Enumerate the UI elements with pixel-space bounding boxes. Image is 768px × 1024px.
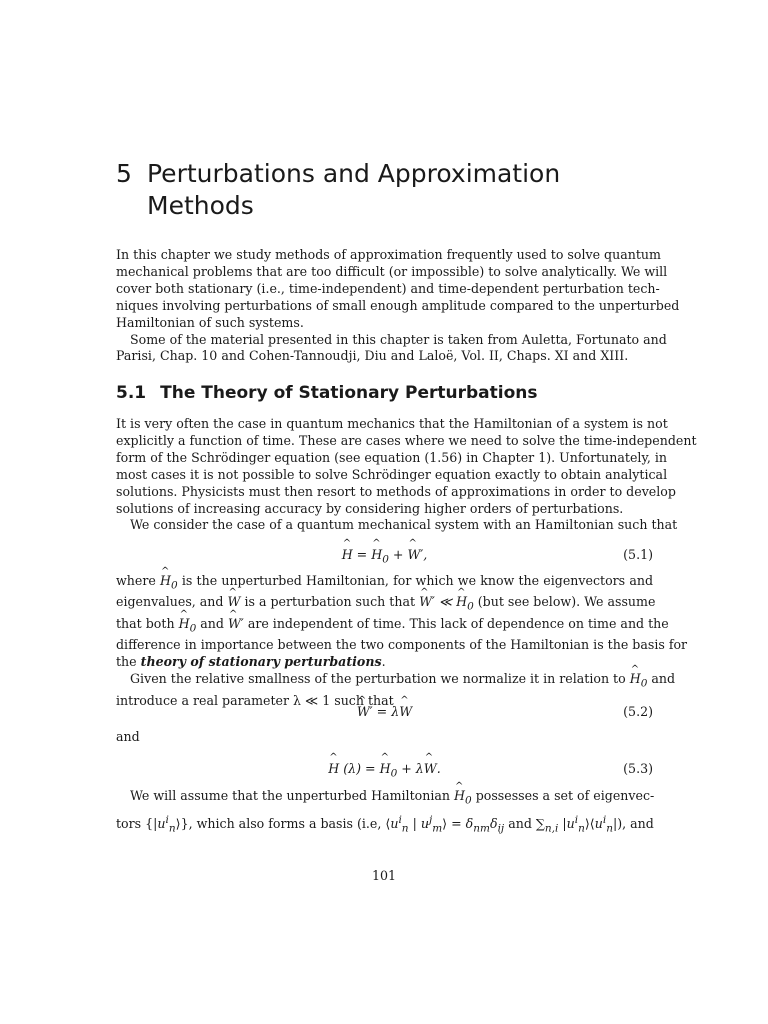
- equation-body: H ^ = H $\^{}_0 + W$ ^′,: [116, 547, 653, 566]
- equation-5-2: [116, 704, 653, 724]
- text-line: where H $\^{}_0$ is the unperturbed Hamiltonian, for which we know the eigenvectors and: [116, 573, 653, 594]
- text-line: and: [116, 729, 140, 744]
- section-paragraph-3: [116, 788, 653, 840]
- text-line: We will assume that the unperturbed Hamiltonian H $\^{}_0$ possesses a set of eigenvec-: [116, 788, 653, 809]
- text-line: Parisi, Chap. 10 and Cohen-Tannoudji, Diu and Laloë, Vol. II, Chaps. XI and XIII.: [116, 348, 629, 364]
- text-line: Hamiltonian of such systems.: [116, 314, 304, 330]
- chapter-title-line2: Methods: [147, 191, 254, 220]
- section-paragraph-1: [116, 416, 697, 534]
- chapter-title-line1: Perturbations and Approximation: [147, 159, 561, 188]
- emphasis-term: theory of stationary perturbations: [140, 654, 382, 670]
- chapter-number: 5: [116, 159, 132, 188]
- text-line: that both H $\^{}_0$ and W ^′ are independent of time. This lack of dependence on time and the: [116, 616, 653, 637]
- intro-paragraph: [116, 247, 680, 365]
- text-line: solutions. Physicists must then resort to methods of approximations in order to develop: [116, 483, 676, 499]
- chapter-title: [116, 158, 656, 222]
- text-line: form of the Schrödinger equation (see equation (1.56) in Chapter 1). Unfortunately, in: [116, 449, 668, 465]
- page-number: 101: [371, 868, 397, 883]
- text-line: niques involving perturbations of small enough amplitude compared to the unperturbed: [116, 297, 680, 313]
- text-line: It is very often the case in quantum mechanics that the Hamiltonian of a system is not: [116, 416, 668, 431]
- text-line: eigenvalues, and W ^ is a perturbation such that W ^′ ≪ H $\^{}_0$ (but see below). We assume: [116, 594, 653, 615]
- section-heading: [116, 383, 537, 403]
- text-line: solutions of increasing accuracy by considering higher orders of perturbations.: [116, 500, 624, 516]
- text-line: explicitly a function of time. These are cases where we need to solve the time-independent: [116, 432, 697, 448]
- text-line: We consider the case of a quantum mechanical system with an Hamiltonian such that: [130, 517, 678, 533]
- text-line: tors $\{|u^i_n⟩\}$, which also forms a basis (i.e, $⟨u^i_n$ | $u^j_m⟩ = \delta_{nm}\delta_{ij}$ and $\sum_{n,i}$ $|u^i_n⟩⟨u^i_n|$), and: [116, 814, 654, 836]
- text-line: the theory of stationary perturbations.: [116, 654, 386, 670]
- section-paragraph-2: [116, 573, 688, 709]
- equation-body: H ^ (λ) = H $\^{}_0 + \lambda W$ ^.: [116, 761, 653, 780]
- text-line: introduce a real parameter λ ≪ 1 such that: [116, 692, 394, 708]
- section-number: 5.1: [116, 383, 147, 403]
- equation-label: (5.1): [623, 547, 653, 562]
- equation-5-1: [116, 547, 653, 567]
- text-line: cover both stationary (i.e., time-independent) and time-dependent perturbation tech-: [116, 280, 660, 296]
- text-line: In this chapter we study methods of approximation frequently used to solve quantum: [116, 247, 661, 262]
- equation-label: (5.2): [623, 704, 653, 719]
- equation-label: (5.3): [623, 761, 653, 776]
- text-line: mechanical problems that are too difficult (or impossible) to solve analytically. We will: [116, 263, 668, 279]
- and-text: [116, 729, 653, 746]
- equation-5-3: [116, 761, 653, 781]
- equation-body: W ^′ = λW ^: [116, 704, 653, 719]
- text-line: most cases it is not possible to solve Schrödinger equation exactly to obtain analytical: [116, 466, 668, 482]
- section-title: The Theory of Stationary Perturbations: [160, 383, 538, 403]
- text-line: difference in importance between the two components of the Hamiltonian is the basis for: [116, 637, 688, 653]
- text-line: Given the relative smallness of the perturbation we normalize it in relation to H $\^{}_0$ and: [116, 671, 653, 692]
- text-line: Some of the material presented in this chapter is taken from Auletta, Fortunato and: [130, 331, 667, 347]
